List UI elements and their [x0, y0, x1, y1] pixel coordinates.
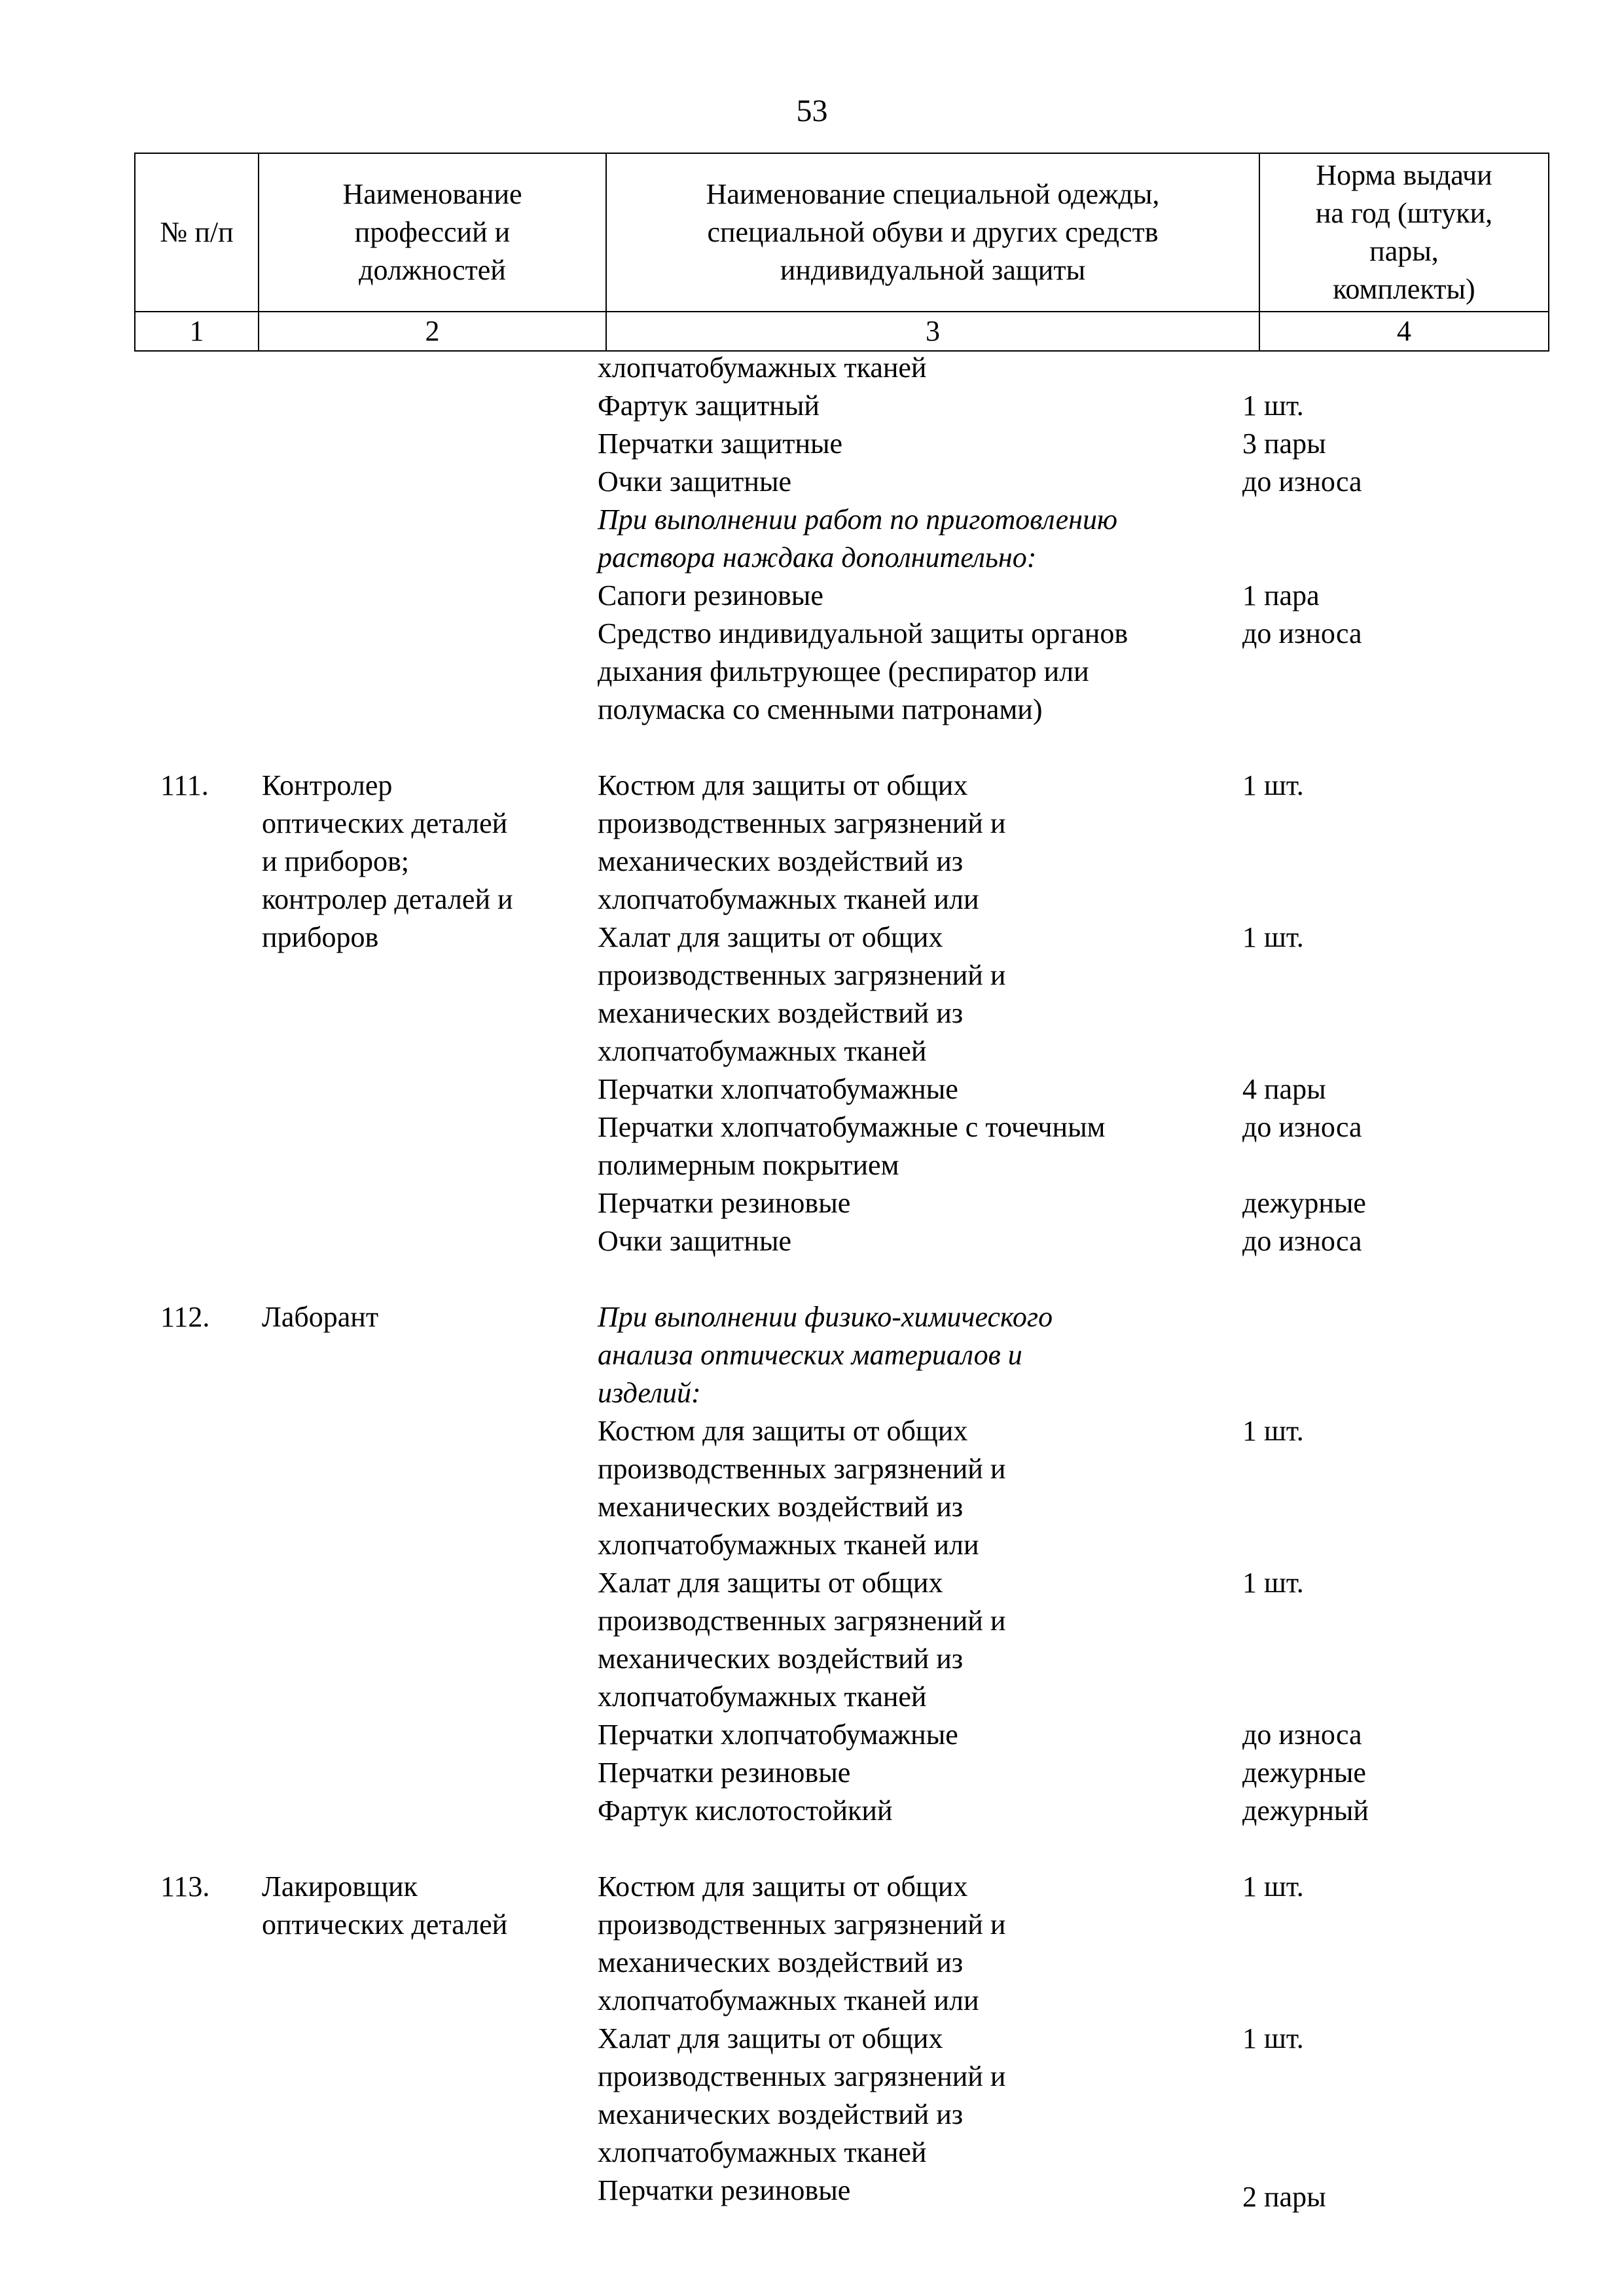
- column-number: 2: [259, 312, 606, 351]
- equipment-line: Перчатки хлопчатобумажные: [598, 1073, 958, 1105]
- equipment-line: производственных загрязнений и: [598, 1908, 1006, 1941]
- equipment-line: полумаска со сменными патронами): [598, 693, 1043, 725]
- equipment-line: Средство индивидуальной защиты органов: [598, 617, 1128, 649]
- norm-value: до износа: [1242, 465, 1362, 498]
- equipment-line: механических воздействий из: [598, 2098, 964, 2130]
- header-norm: [1259, 153, 1549, 312]
- norm-value: дежурный: [1242, 1795, 1369, 1827]
- header-profession-line: должностей: [359, 254, 506, 286]
- equipment-line: Костюм для защиты от общих: [598, 1870, 968, 1903]
- header-row: [135, 153, 1549, 312]
- header-norm-line: пары,: [1369, 235, 1439, 267]
- norm-value: 3 пары: [1242, 428, 1326, 460]
- norm-value: 1 пара: [1242, 579, 1320, 611]
- equipment-line: хлопчатобумажных тканей: [598, 1035, 927, 1067]
- equipment-line: При выполнении физико-химического: [598, 1301, 1053, 1333]
- header-equipment: [606, 153, 1259, 312]
- norm-value: до износа: [1242, 1111, 1362, 1143]
- equipment-line: хлопчатобумажных тканей: [598, 352, 927, 384]
- equipment-line: Очки защитные: [598, 1225, 792, 1257]
- profession-line: Лакировщик: [262, 1870, 418, 1903]
- page-number: 53: [796, 94, 828, 128]
- header-equipment-line: Наименование специальной одежды,: [706, 178, 1160, 210]
- equipment-line: хлопчатобумажных тканей: [598, 2136, 927, 2168]
- header-norm-line: комплекты): [1333, 273, 1475, 305]
- equipment-line: механических воздействий из: [598, 1643, 964, 1675]
- equipment-line: механических воздействий из: [598, 1946, 964, 1978]
- equipment-line: дыхания фильтрующее (респиратор или: [598, 655, 1089, 687]
- norm-value: 2 пары: [1242, 2181, 1326, 2213]
- profession-line: контролер деталей и: [262, 883, 513, 915]
- equipment-line: анализа оптических материалов и: [598, 1339, 1022, 1371]
- equipment-line: хлопчатобумажных тканей или: [598, 883, 979, 915]
- equipment-line: механических воздействий из: [598, 845, 964, 877]
- norm-value: 1 шт.: [1242, 1870, 1304, 1903]
- equipment-line: Халат для защиты от общих: [598, 1567, 943, 1599]
- header-number: № п/п: [135, 153, 259, 312]
- equipment-line: раствора наждака дополнительно:: [598, 541, 1037, 574]
- norm-value: 1 шт.: [1242, 1567, 1304, 1599]
- equipment-line: изделий:: [598, 1377, 701, 1409]
- header-profession-line: профессий и: [354, 216, 511, 248]
- norm-value: 1 шт.: [1242, 769, 1304, 801]
- equipment-line: Костюм для защиты от общих: [598, 1415, 968, 1447]
- profession-line: оптических деталей: [262, 1908, 508, 1941]
- norm-value: до износа: [1242, 617, 1362, 649]
- column-number-row: [135, 312, 1549, 351]
- norm-value: до износа: [1242, 1225, 1362, 1257]
- equipment-line: хлопчатобумажных тканей или: [598, 1984, 979, 2016]
- norm-value: дежурные: [1242, 1187, 1366, 1219]
- header-norm-line: на год (штуки,: [1315, 197, 1493, 229]
- equipment-line: Халат для защиты от общих: [598, 2022, 943, 2054]
- equipment-line: Фартук защитный: [598, 390, 820, 422]
- profession-line: Контролер: [262, 769, 393, 801]
- equipment-line: Костюм для защиты от общих: [598, 769, 968, 801]
- profession-line: оптических деталей: [262, 807, 508, 839]
- equipment-line: производственных загрязнений и: [598, 959, 1006, 991]
- column-number: 4: [1259, 312, 1549, 351]
- equipment-line: Перчатки хлопчатобумажные: [598, 1719, 958, 1751]
- equipment-line: производственных загрязнений и: [598, 807, 1006, 839]
- profession-line: и приборов;: [262, 845, 410, 877]
- norm-value: 1 шт.: [1242, 2022, 1304, 2054]
- equipment-line: производственных загрязнений и: [598, 2060, 1006, 2092]
- norm-value: до износа: [1242, 1719, 1362, 1751]
- column-number: 1: [135, 312, 259, 351]
- profession-line: приборов: [262, 921, 379, 953]
- entry-number: 111.: [160, 769, 209, 801]
- norm-value: дежурные: [1242, 1757, 1366, 1789]
- equipment-line: Перчатки резиновые: [598, 2174, 851, 2206]
- equipment-line: Перчатки защитные: [598, 428, 843, 460]
- equipment-line: Очки защитные: [598, 465, 792, 498]
- equipment-line: производственных загрязнений и: [598, 1453, 1006, 1485]
- equipment-line: производственных загрязнений и: [598, 1605, 1006, 1637]
- entry-number: 113.: [160, 1870, 210, 1903]
- norms-table-header: [134, 153, 1549, 352]
- equipment-line: Фартук кислотостойкий: [598, 1795, 893, 1827]
- equipment-line: Перчатки хлопчатобумажные с точечным: [598, 1111, 1106, 1143]
- header-profession: [259, 153, 606, 312]
- header-profession-line: Наименование: [342, 178, 522, 210]
- equipment-line: хлопчатобумажных тканей: [598, 1681, 927, 1713]
- column-number: 3: [606, 312, 1259, 351]
- equipment-line: При выполнении работ по приготовлению: [598, 503, 1117, 536]
- profession-line: Лаборант: [262, 1301, 379, 1333]
- equipment-line: Перчатки резиновые: [598, 1187, 851, 1219]
- header-norm-line: Норма выдачи: [1316, 159, 1492, 191]
- equipment-line: полимерным покрытием: [598, 1149, 899, 1181]
- header-equipment-line: индивидуальной защиты: [780, 254, 1086, 286]
- norm-value: 4 пары: [1242, 1073, 1326, 1105]
- equipment-line: механических воздействий из: [598, 1491, 964, 1523]
- equipment-line: механических воздействий из: [598, 997, 964, 1029]
- norm-value: 1 шт.: [1242, 390, 1304, 422]
- equipment-line: Перчатки резиновые: [598, 1757, 851, 1789]
- equipment-line: Халат для защиты от общих: [598, 921, 943, 953]
- entry-number: 112.: [160, 1301, 210, 1333]
- norm-value: 1 шт.: [1242, 1415, 1304, 1447]
- header-equipment-line: специальной обуви и других средств: [707, 216, 1159, 248]
- norm-value: 1 шт.: [1242, 921, 1304, 953]
- equipment-line: хлопчатобумажных тканей или: [598, 1529, 979, 1561]
- equipment-line: Сапоги резиновые: [598, 579, 823, 611]
